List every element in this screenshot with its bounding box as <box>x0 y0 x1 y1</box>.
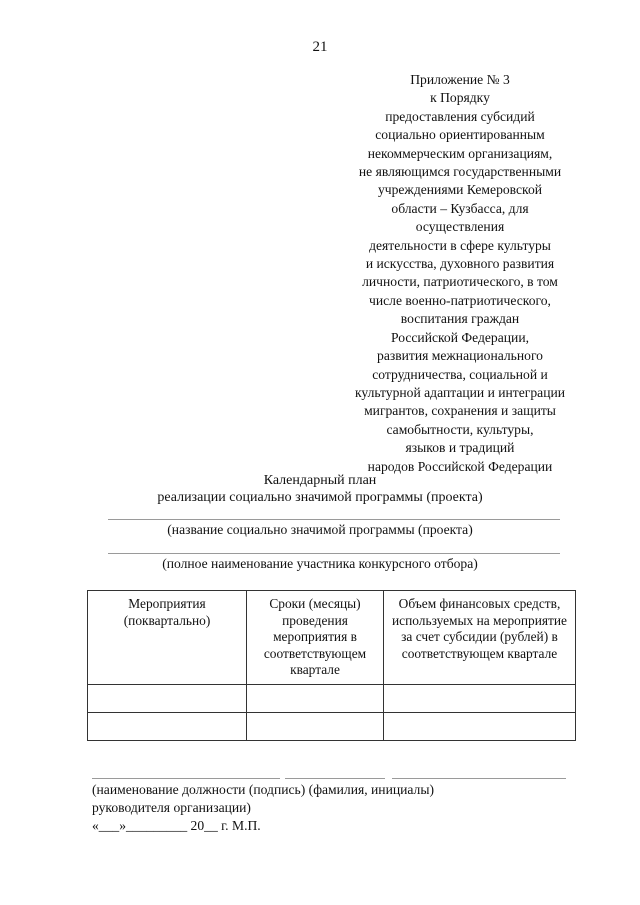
column-header-activities: Мероприятия (поквартально) <box>88 591 247 685</box>
appendix-line: культурной адаптации и интеграции <box>354 384 566 400</box>
appendix-line: личности, патриотического, в том <box>362 274 558 290</box>
appendix-line: некоммерческим организациям, <box>367 145 553 161</box>
column-header-timing: Сроки (месяцы) проведения мероприятия в соответствующем квартале <box>247 591 384 685</box>
signature-caption-continued: руководителя организации) <box>92 800 251 815</box>
appendix-line: к Порядку <box>430 90 490 106</box>
appendix-line: социально ориентированным <box>375 127 545 143</box>
signature-line <box>285 778 385 779</box>
appendix-line: числе военно-патриотического, <box>369 292 551 308</box>
table-row <box>88 684 576 712</box>
appendix-line: Российской Федерации, <box>391 329 529 345</box>
signature-captions: (наименование должности (подпись) (фамилия, инициалы) <box>92 782 434 797</box>
table-cell <box>247 712 384 740</box>
table-cell <box>384 712 576 740</box>
appendix-line: осуществления <box>415 219 505 235</box>
date-stamp-line: «___»_________ 20__ г. М.П. <box>92 818 261 833</box>
appendix-line: Приложение № 3 <box>410 72 510 87</box>
appendix-line: самобытности, культуры, <box>386 421 534 437</box>
appendix-line: языков и традиций <box>405 440 515 456</box>
table-cell <box>88 684 247 712</box>
position-signature-line <box>92 778 280 779</box>
appendix-line: развития межнационального <box>377 348 543 364</box>
appendix-heading <box>340 71 580 476</box>
table-cell <box>88 712 247 740</box>
appendix-line: и искусства, духовного развития <box>365 256 555 272</box>
table-cell <box>247 684 384 712</box>
appendix-line: области – Кузбасса, для <box>391 200 529 216</box>
plan-subtitle: реализации социально значимой программы (проекта) <box>157 490 483 505</box>
appendix-line: сотрудничества, социальной и <box>372 366 548 382</box>
appendix-line: предоставления субсидий <box>385 108 535 124</box>
plan-title: Календарный план <box>263 473 377 488</box>
participant-caption: (полное наименование участника конкурсного отбора) <box>162 556 478 571</box>
table-cell <box>384 684 576 712</box>
table-row <box>88 712 576 740</box>
calendar-plan-table <box>87 590 576 741</box>
appendix-line: учреждениями Кемеровской <box>377 182 543 198</box>
table-header-row <box>88 591 576 685</box>
participant-name-line <box>108 553 560 554</box>
appendix-line: народов Российской Федерации <box>367 458 553 474</box>
appendix-line: не являющимся государственными <box>358 164 562 180</box>
column-header-funding: Объем финансовых средств, используемых на мероприятие за счет субсидии (рублей) в соответствующем квартале <box>384 591 576 685</box>
appendix-line: мигрантов, сохранения и защиты <box>364 403 556 419</box>
appendix-line: деятельности в сфере культуры <box>369 237 551 253</box>
page-number: 21 <box>312 39 328 55</box>
program-name-caption: (название социально значимой программы (проекта) <box>167 522 473 537</box>
program-name-line <box>108 519 560 520</box>
name-initials-line <box>392 778 566 779</box>
appendix-line: воспитания граждан <box>400 311 520 327</box>
